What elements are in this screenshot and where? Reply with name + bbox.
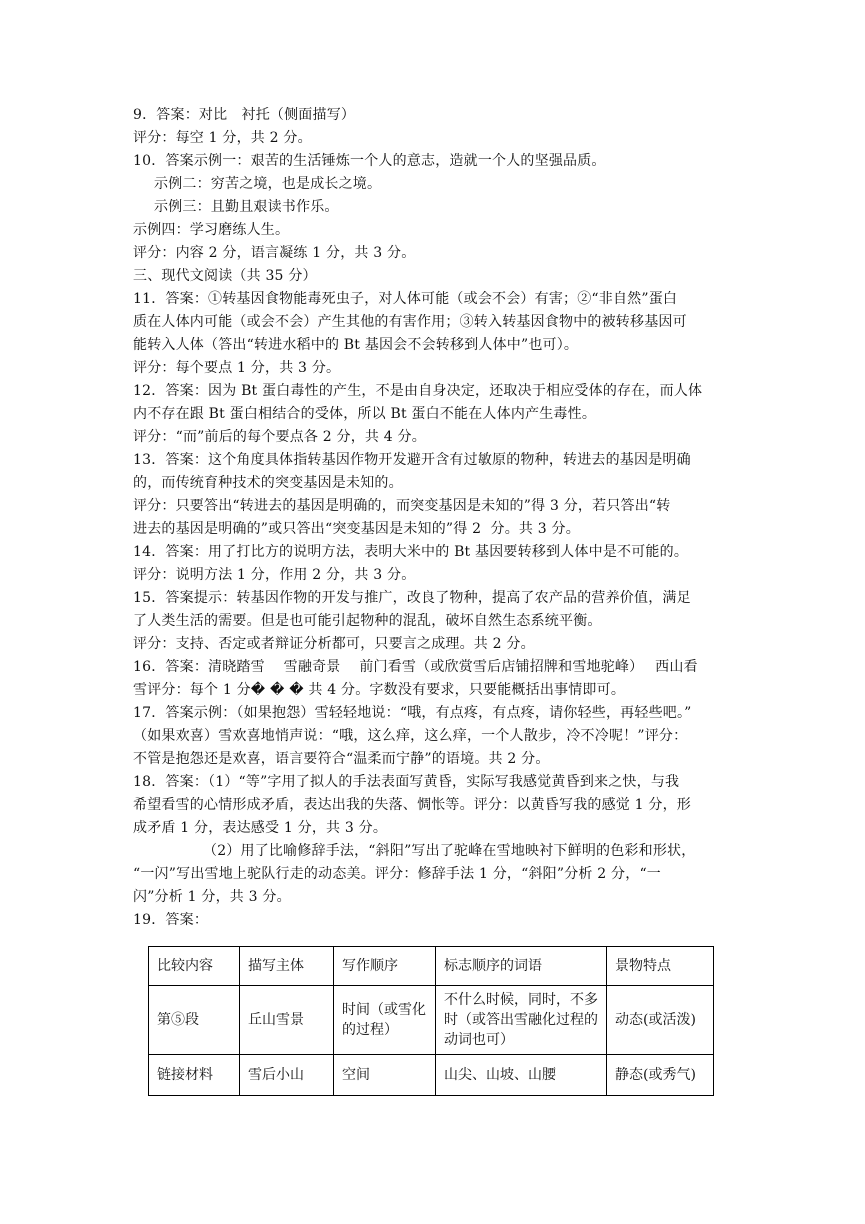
answer-17-line-2: （如果欢喜）雪欢喜地悄声说：“哦，这么痒，这么痒，一个人散步，冷不冷呢！”评分： <box>133 728 688 744</box>
table-header-row <box>149 947 714 986</box>
answer-18-line-3: 成矛盾 1 分，表达感受 1 分，共 3 分。 <box>133 820 388 836</box>
answer-11-line-1: 11．答案：①转基因食物能毒死虫子，对人体可能（或会不会）有害；②“非自然”蛋白 <box>133 291 678 307</box>
table-cell: 动态(或活泼) <box>607 986 714 1055</box>
score-12: 评分：“而”前后的每个要点各 2 分，共 4 分。 <box>133 429 426 445</box>
score-13-line-2: 进去的基因是明确的”或只答出“突变基因是未知的”得 2 分。共 3 分。 <box>133 521 580 537</box>
answer-10-example-4: 示例四：学习磨练人生。 <box>133 222 290 238</box>
score-15: 评分：支持、否定或者辩证分析都可，只要言之成理。共 2 分。 <box>133 636 535 652</box>
table-cell: 山尖、山坡、山腰 <box>436 1055 607 1096</box>
answer-17-line-3: 不管是抱怨还是欢喜，语言要符合“温柔而宁静”的语境。共 2 分。 <box>133 751 550 767</box>
answer-9: 9．答案：对比 衬托（侧面描写） <box>133 107 356 123</box>
score-10: 评分：内容 2 分，语言凝练 1 分，共 3 分。 <box>133 245 416 261</box>
table-cell: 第⑤段 <box>149 986 240 1055</box>
answer-10-example-3: 示例三：且勤且艰读书作乐。 <box>154 199 339 215</box>
answer-16-line-2: 雪评分：每个 1 分� � � 共 4 分。字数没有要求，只要能概括出事情即可。 <box>133 682 626 698</box>
table-cell: 空间 <box>334 1055 436 1096</box>
table-header-cell: 景物特点 <box>607 947 714 986</box>
answer-10-example-2: 示例二：穷苦之境，也是成长之境。 <box>154 176 382 192</box>
answer-11-line-3: 能转入人体（答出“转进水稻中的 Bt 基因会不会转移到人体中”也可）。 <box>133 337 579 353</box>
answer-11-line-2: 质在人体内可能（或会不会）产生其他的有害作用；③转入转基因食物中的被转移基因可 <box>133 314 687 330</box>
table-row <box>149 1055 714 1096</box>
answer-12-line-2: 内不存在跟 Bt 蛋白相结合的受体，所以 Bt 蛋白不能在人体内产生毒性。 <box>133 406 597 422</box>
table-cell: 时间（或雪化的过程） <box>334 986 436 1055</box>
answer-18-part-2-line-2: “一闪”写出雪地上驼队行走的动态美。评分：修辞手法 1 分，“斜阳”分析 2 分，“一 <box>133 866 661 882</box>
answer-19: 19．答案： <box>133 912 209 928</box>
table-header-cell: 写作顺序 <box>334 947 436 986</box>
table-row <box>149 986 714 1055</box>
answer-12-line-1: 12．答案：因为 Bt 蛋白毒性的产生，不是由自身决定，还取决于相应受体的存在，而人体 <box>133 383 703 399</box>
answer-13-line-1: 13．答案：这个角度具体指转基因作物开发避开含有过敏原的物种，转进去的基因是明确 <box>133 452 691 468</box>
answer-14: 14．答案：用了打比方的说明方法，表明大米中的 Bt 基因要转移到人体中是不可能的。 <box>133 544 689 560</box>
answer-16-line-1: 16．答案：清晓踏雪 雪融奇景 前门看雪（或欣赏雪后店铺招牌和雪地驼峰） 西山看 <box>133 659 698 675</box>
table-cell: 丘山雪景 <box>240 986 334 1055</box>
table-cell: 不什么时候，同时，不多时（或答出雪融化过程的动词也可） <box>436 986 607 1055</box>
table-header-cell: 比较内容 <box>149 947 240 986</box>
table-cell: 雪后小山 <box>240 1055 334 1096</box>
answer-13-line-2: 的，而传统育种技术的突变基因是未知的。 <box>133 475 403 491</box>
answer-18-part-2-line-1: （2）用了比喻修辞手法，“斜阳”写出了驼峰在雪地映衬下鲜明的色彩和形状， <box>203 843 696 859</box>
answer-15-line-2: 了人类生活的需要。但是也可能引起物种的混乱，破坏自然生态系统平衡。 <box>133 613 602 629</box>
table-cell: 链接材料 <box>149 1055 240 1096</box>
table-header-cell: 标志顺序的词语 <box>436 947 607 986</box>
table-header-cell: 描写主体 <box>240 947 334 986</box>
score-11: 评分：每个要点 1 分，共 3 分。 <box>133 360 341 376</box>
table-cell: 静态(或秀气) <box>607 1055 714 1096</box>
comparison-table <box>148 946 714 1096</box>
answer-17-line-1: 17．答案示例：（如果抱怨）雪轻轻地说：“哦，有点疼，有点疼，请你轻些，再轻些吧。” <box>133 705 692 721</box>
answer-18-line-1: 18．答案：（1）“等”字用了拟人的手法表面写黄昏，实际写我感觉黄昏到来之快，与我 <box>133 774 680 790</box>
score-13-line-1: 评分：只要答出“转进去的基因是明确的，而突变基因是未知的”得 3 分，若只答出“转 <box>133 498 671 514</box>
answer-15-line-1: 15．答案提示：转基因作物的开发与推广，改良了物种，提高了农产品的营养价值，满足 <box>133 590 691 606</box>
score-9: 评分：每空 1 分，共 2 分。 <box>133 130 312 146</box>
answer-18-line-2: 希望看雪的心情形成矛盾，表达出我的失落、惆怅等。评分：以黄昏写我的感觉 1 分，形 <box>133 797 692 813</box>
score-14: 评分：说明方法 1 分，作用 2 分，共 3 分。 <box>133 567 416 583</box>
section-heading: 三、现代文阅读（共 35 分） <box>133 268 317 284</box>
answer-10: 10．答案示例一：艰苦的生活锤炼一个人的意志，造就一个人的坚强品质。 <box>133 153 606 169</box>
answer-18-part-2-line-3: 闪”分析 1 分，共 3 分。 <box>133 889 291 905</box>
